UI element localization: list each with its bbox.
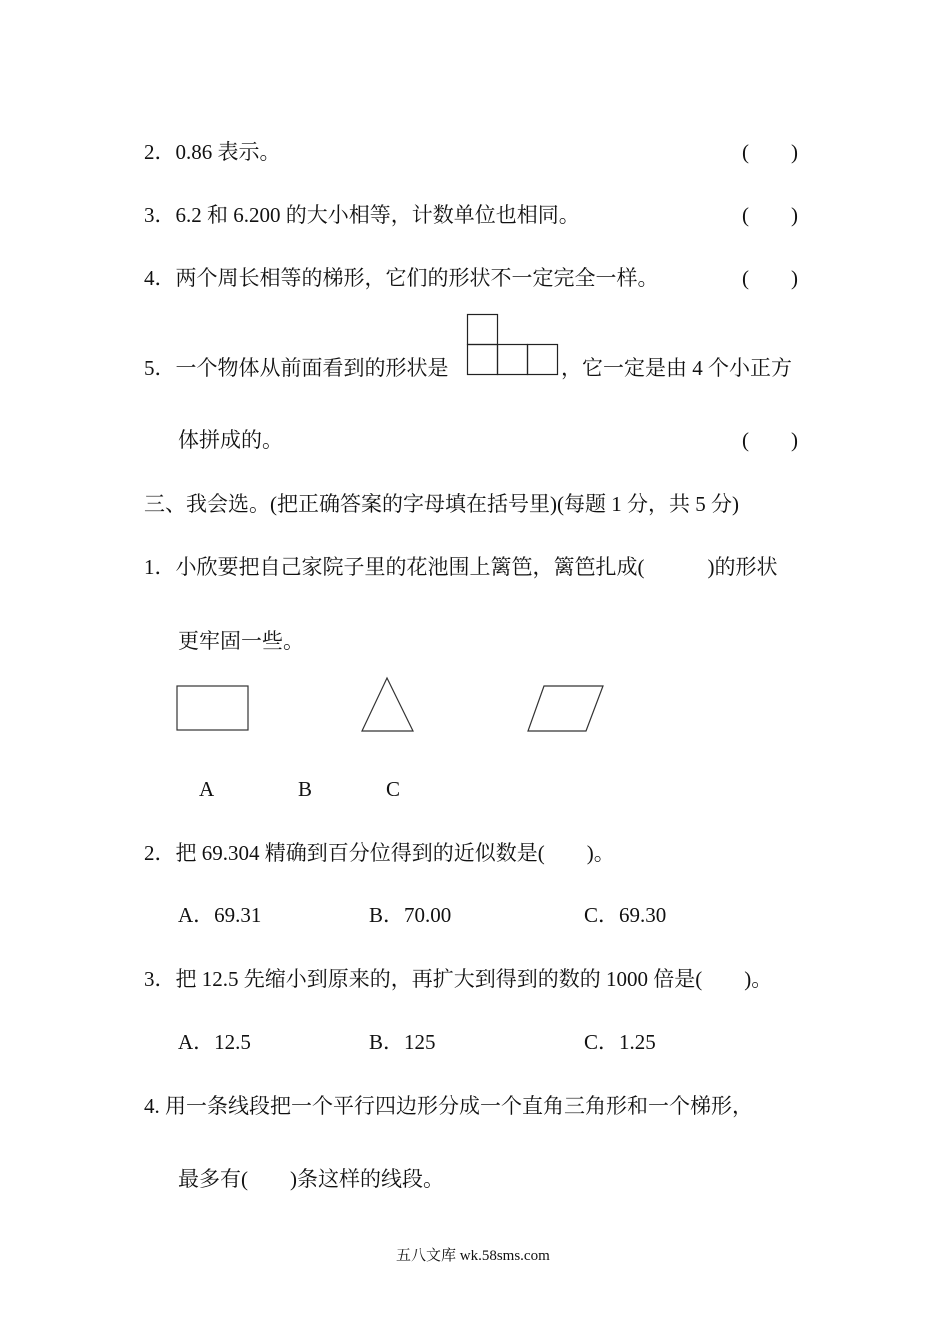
q3-option-b[interactable]: B．125 — [369, 1030, 436, 1054]
option-c[interactable]: C — [386, 777, 401, 801]
judge-item-5-part2: ，它一定是由 4 个小正方 — [561, 356, 792, 380]
judge-item-5-part1: 5．一个物体从前面看到的形状是 — [144, 356, 449, 380]
choice-q3: 3．把 12.5 先缩小到原来的，再扩大到得到的数的 1000 倍是( )。 — [144, 967, 773, 991]
q3-option-c[interactable]: C．1.25 — [584, 1030, 656, 1054]
choice-q1-cont: 更牢固一些。 — [178, 629, 304, 653]
q2-option-a[interactable]: A．69.31 — [178, 903, 262, 927]
rectangle-shape — [176, 685, 250, 732]
option-b[interactable]: B — [298, 777, 313, 801]
answer-blank-4[interactable]: ( ) — [742, 266, 798, 290]
answer-blank-2[interactable]: ( ) — [742, 140, 798, 164]
choice-q2: 2．把 69.304 精确到百分位得到的近似数是( )。 — [144, 841, 615, 865]
choice-q4: 4. 用一条线段把一个平行四边形分成一个直角三角形和一个梯形， — [144, 1094, 753, 1118]
judge-item-4: 4．两个周长相等的梯形，它们的形状不一定完全一样。 — [144, 266, 659, 290]
q2-option-c[interactable]: C．69.30 — [584, 903, 667, 927]
judge-item-2: 2．0.86 表示。 — [144, 140, 281, 164]
answer-blank-3[interactable]: ( ) — [742, 203, 798, 227]
q3-option-a[interactable]: A．12.5 — [178, 1030, 251, 1054]
choice-q4-cont: 最多有( )条这样的线段。 — [178, 1167, 444, 1191]
judge-item-5-cont: 体拼成的。 — [178, 428, 283, 452]
footer-watermark: 五八文库 wk.58sms.com — [396, 1248, 550, 1264]
judge-item-3: 3．6.2 和 6.200 的大小相等，计数单位也相同。 — [144, 203, 580, 227]
triangle-shape — [361, 676, 415, 733]
answer-blank-5[interactable]: ( ) — [742, 428, 798, 452]
front-view-squares-figure — [467, 314, 561, 376]
choice-q1: 1．小欣要把自己家院子里的花池围上篱笆，篱笆扎成( )的形状 — [144, 555, 778, 579]
section-heading: 三、我会选。(把正确答案的字母填在括号里)(每题 1 分，共 5 分) — [144, 492, 739, 516]
option-a[interactable]: A — [199, 777, 215, 801]
q2-option-b[interactable]: B．70.00 — [369, 903, 452, 927]
parallelogram-shape — [527, 684, 605, 733]
